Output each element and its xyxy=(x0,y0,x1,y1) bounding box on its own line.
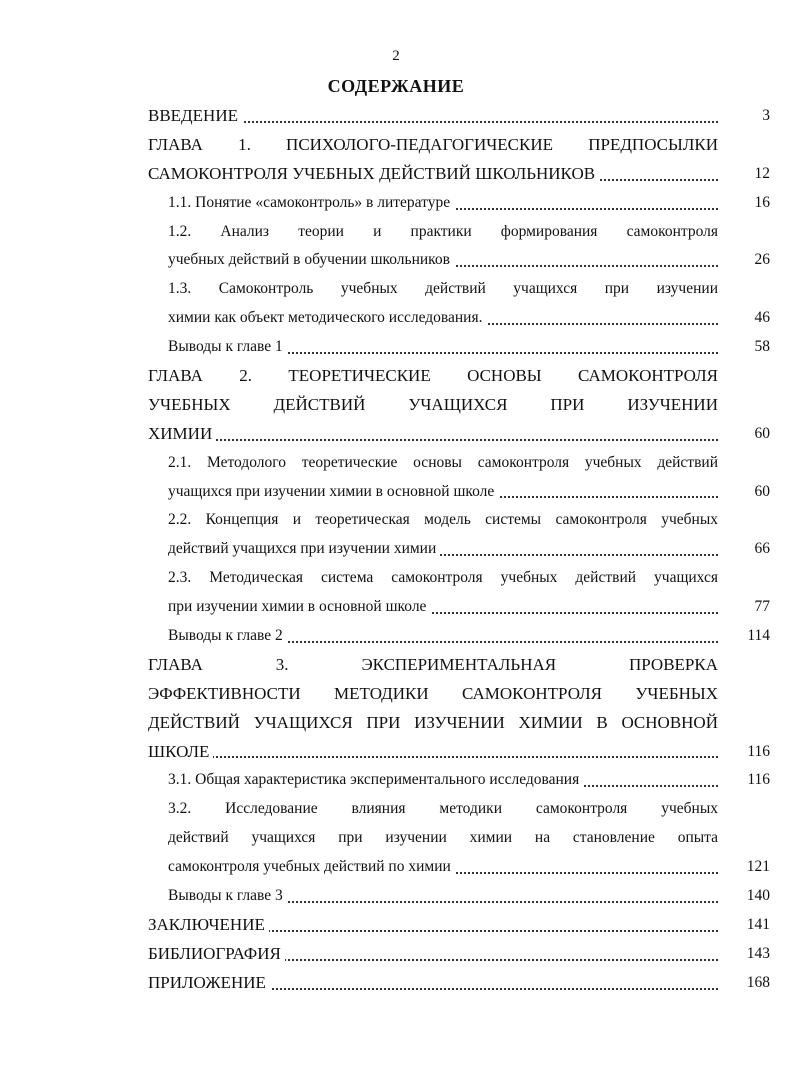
toc-entry-text: самоконтроля учебных действий по химии xyxy=(148,853,455,882)
toc-entry[interactable] xyxy=(148,940,770,969)
page-title: СОДЕРЖАНИЕ xyxy=(327,76,465,96)
toc-entry-text: 1.2. Анализ теории и практики формирования самоконтроля xyxy=(168,222,718,240)
table-of-contents xyxy=(148,102,770,998)
toc-entry-text: ХИМИИ xyxy=(148,420,216,449)
toc-entry[interactable] xyxy=(148,969,770,998)
toc-entry[interactable] xyxy=(148,189,770,218)
toc-page-number: 66 xyxy=(754,540,770,558)
toc-entry-text: действий учащихся при изучении химии xyxy=(148,535,440,564)
toc-entry-text: ГЛАВА 3. ЭКСПЕРИМЕНТАЛЬНАЯ ПРОВЕРКА xyxy=(148,654,718,674)
toc-entry-text: Выводы к главе 3 xyxy=(148,882,287,911)
toc-entry-text: БИБЛИОГРАФИЯ xyxy=(148,940,285,969)
dot-leader xyxy=(148,439,718,441)
toc-entry[interactable] xyxy=(148,131,770,189)
toc-entry-text: ДЕЙСТВИЙ УЧАЩИХСЯ ПРИ ИЗУЧЕНИИ ХИМИИ В ОСНОВНОЙ xyxy=(148,712,718,732)
toc-page-number: 46 xyxy=(754,309,770,327)
toc-entry-text: 2.3. Методическая система самоконтроля учебных действий учащихся xyxy=(168,569,718,587)
toc-entry-text: ПРИЛОЖЕНИЕ xyxy=(148,969,270,998)
toc-entry[interactable] xyxy=(148,911,770,940)
toc-entry-text: 1.3. Самоконтроль учебных действий учащихся при изучении xyxy=(168,280,718,298)
toc-page-number: 3 xyxy=(762,107,770,124)
toc-entry-text: 3.1. Общая характеристика экспериментального исследования xyxy=(148,766,583,795)
toc-entry-text: 3.2. Исследование влияния методики самоконтроля учебных xyxy=(168,800,718,818)
toc-page-number: 77 xyxy=(754,598,770,616)
toc-entry-text: ВВЕДЕНИЕ xyxy=(148,102,242,131)
toc-page-number: 60 xyxy=(754,424,770,442)
toc-entry-text: САМОКОНТРОЛЯ УЧЕБНЫХ ДЕЙСТВИЙ ШКОЛЬНИКОВ xyxy=(148,160,599,189)
toc-page-number: 121 xyxy=(746,858,770,876)
toc-entry-text: ЗАКЛЮЧЕНИЕ xyxy=(148,911,269,940)
toc-entry[interactable] xyxy=(148,333,770,362)
toc-entry-text: 1.1. Понятие «самоконтроль» в литературе xyxy=(148,189,454,218)
toc-entry-text: при изучении химии в основной школе xyxy=(148,593,430,622)
toc-entry[interactable] xyxy=(148,449,770,507)
toc-entry[interactable] xyxy=(148,362,770,449)
toc-entry[interactable] xyxy=(148,622,770,651)
toc-page-number: 26 xyxy=(754,251,770,269)
toc-page-number: 16 xyxy=(754,193,770,211)
toc-page-number: 143 xyxy=(746,944,770,962)
toc-entry[interactable] xyxy=(148,218,770,276)
toc-page-number: 141 xyxy=(746,915,770,933)
toc-entry[interactable] xyxy=(148,102,770,131)
toc-entry[interactable] xyxy=(148,275,770,333)
toc-entry-text: ГЛАВА 1. ПСИХОЛОГО-ПЕДАГОГИЧЕСКИЕ ПРЕДПОСЫЛКИ xyxy=(148,134,718,154)
toc-entry-text: ГЛАВА 2. ТЕОРЕТИЧЕСКИЕ ОСНОВЫ САМОКОНТРОЛЯ xyxy=(148,366,718,386)
toc-entry-text: Выводы к главе 2 xyxy=(148,622,287,651)
toc-entry-text: действий учащихся при изучении химии на становление опыта xyxy=(168,829,718,847)
toc-entry[interactable] xyxy=(148,564,770,622)
toc-page-number: 12 xyxy=(754,164,770,182)
toc-page-number: 60 xyxy=(754,482,770,500)
toc-entry-text: ШКОЛЕ xyxy=(148,738,213,767)
toc-entry[interactable] xyxy=(148,795,770,882)
toc-entry[interactable] xyxy=(148,651,770,767)
toc-page-number: 140 xyxy=(746,887,770,905)
toc-entry-text: учебных действий в обучении школьников xyxy=(148,246,454,275)
toc-entry[interactable] xyxy=(148,766,770,795)
toc-page-number: 168 xyxy=(746,973,770,991)
dot-leader xyxy=(148,756,718,758)
toc-page-number: 114 xyxy=(747,627,770,645)
toc-entry-text: 2.1. Методолого теоретические основы самоконтроля учебных действий xyxy=(168,453,718,471)
toc-entry-text: УЧЕБНЫХ ДЕЙСТВИЙ УЧАЩИХСЯ ПРИ ИЗУЧЕНИИ xyxy=(148,394,718,414)
toc-entry-text: учащихся при изучении химии в основной школе xyxy=(148,478,498,507)
page-number: 2 xyxy=(392,48,400,64)
toc-entry-text: Выводы к главе 1 xyxy=(148,333,287,362)
toc-entry-text: химии как объект методического исследования. xyxy=(148,304,486,333)
toc-entry[interactable] xyxy=(148,506,770,564)
toc-entry-text: 2.2. Концепция и теоретическая модель системы самоконтроля учебных xyxy=(168,511,718,529)
toc-entry[interactable] xyxy=(148,882,770,911)
toc-page-number: 116 xyxy=(747,742,770,760)
toc-entry-text: ЭФФЕКТИВНОСТИ МЕТОДИКИ САМОКОНТРОЛЯ УЧЕБНЫХ xyxy=(148,683,718,703)
toc-page-number: 116 xyxy=(747,771,770,789)
toc-page-number: 58 xyxy=(754,338,770,356)
